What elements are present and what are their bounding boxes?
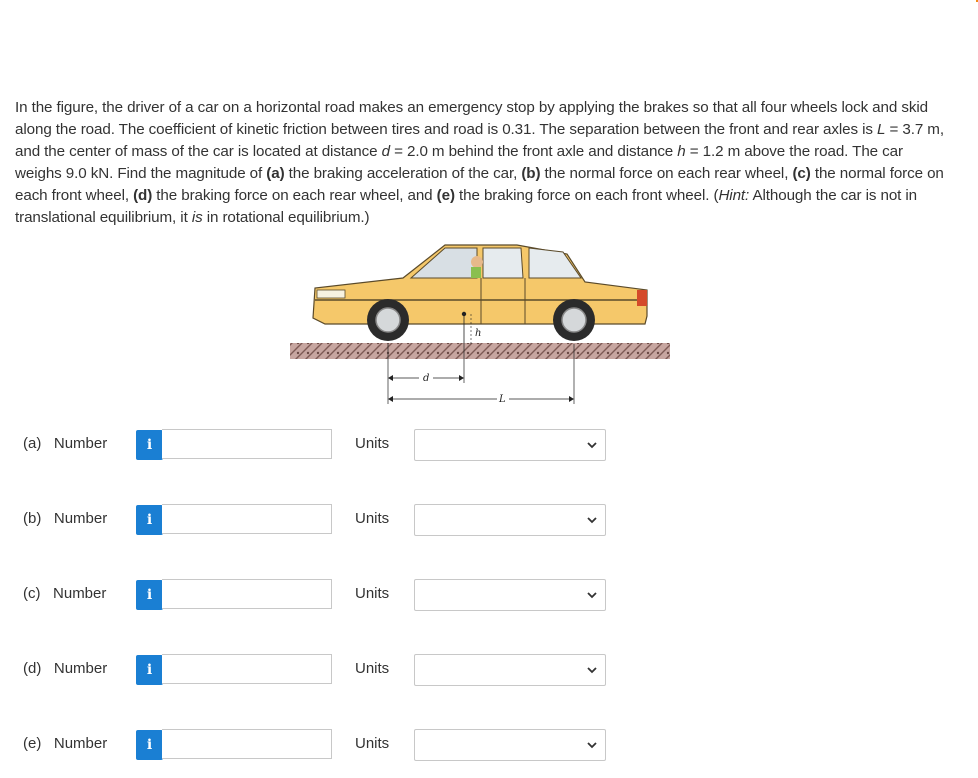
units-select-c[interactable] [414,579,606,611]
answer-label-a: (a) Number [23,435,108,452]
number-input-b[interactable] [162,504,332,534]
info-icon[interactable]: i [136,730,163,760]
chevron-down-icon [585,513,599,527]
units-label-a: Units [355,435,390,452]
info-icon[interactable]: i [136,580,163,610]
label-d: d [423,373,430,384]
answer-row-b [0,500,978,540]
label-L: L [499,394,506,405]
number-input-d[interactable] [162,654,332,684]
road-ground [290,343,670,359]
driver-head [471,256,483,268]
units-select-d[interactable] [414,654,606,686]
chevron-down-icon [585,588,599,602]
units-label-d: Units [355,660,390,677]
car-windshield [411,248,477,278]
number-input-a[interactable] [162,429,332,459]
info-icon[interactable]: i [136,505,163,535]
problem-text: In the figure, the driver of a car on a horizontal road makes an emergency stop by applying the brakes so that all four wheels lock and skid along the road. The coefficient of kinetic friction between tires and road is 0.31. The separation between the front and rear axles is L = 3.7 m, and the center of mass of the car is located at distance d = 2.0 m behind the front axle and distance h = 1.2 m above the road. The car weighs 9.0 kN. Find the magnitude of (a) the braking acceleration of the car, (b) the normal force on each rear wheel, (c) the normal force on each front wheel, (d) the braking force on each rear wheel, and (e) the braking force on each front wheel. (Hint: Although the car is not in translational equilibrium, it is in rotational equilibrium.) [15,99,944,226]
chevron-down-icon [585,438,599,452]
units-select-e[interactable] [414,729,606,761]
units-select-b[interactable] [414,504,606,536]
info-icon[interactable]: i [136,655,163,685]
chevron-down-icon [585,663,599,677]
front-wheel [367,299,409,341]
info-icon[interactable]: i [136,430,163,460]
answer-row-e [0,725,978,765]
car-front-window [483,248,523,278]
answer-row-a [0,425,978,465]
car-headlight [317,290,345,298]
units-select-a[interactable] [414,429,606,461]
rear-wheel [553,299,595,341]
answer-row-c [0,575,978,615]
problem-statement [15,97,945,229]
driver-body [471,267,481,278]
car-taillight [637,290,647,306]
units-label-b: Units [355,510,390,527]
answer-label-b: (b) Number [23,510,108,527]
number-input-e[interactable] [162,729,332,759]
answer-label-d: (d) Number [23,660,108,677]
car-figure [285,240,675,410]
units-label-e: Units [355,735,390,752]
answer-row-d [0,650,978,690]
number-input-c[interactable] [162,579,332,609]
chevron-down-icon [585,738,599,752]
answer-label-e: (e) Number [23,735,108,752]
label-h: h [475,328,482,339]
units-label-c: Units [355,585,390,602]
answer-label-c: (c) Number [23,585,107,602]
